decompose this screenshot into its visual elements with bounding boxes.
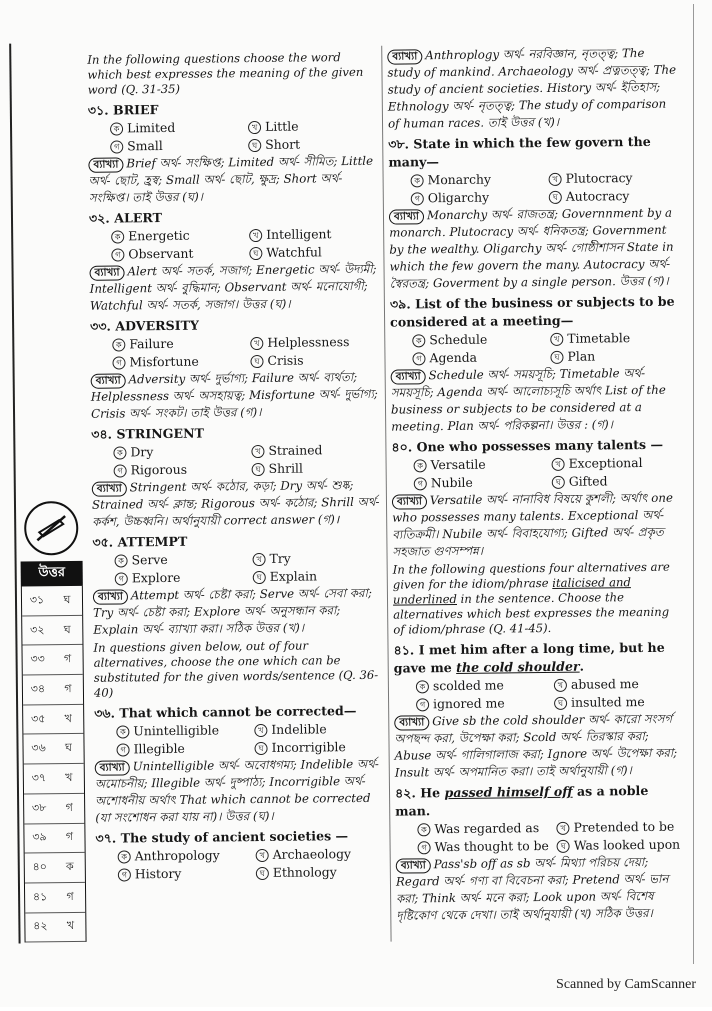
options	[414, 454, 682, 493]
section-intro: In questions given below, out of four alternatives, choose the one which can be substituted for the given words/sentence (Q. 36-40)	[93, 638, 379, 700]
option-a: ক Unintelligible	[116, 721, 246, 740]
option-a: ক Versatile	[414, 455, 544, 474]
answer-row: ৩৯ গ	[24, 823, 84, 853]
options	[118, 845, 386, 884]
question-number: ৩৯.	[389, 296, 411, 312]
question-number: ৩২.	[88, 210, 110, 226]
option-d: ঘ Ethnology	[256, 863, 386, 882]
option-b: খ Intelligent	[249, 225, 379, 244]
question-word: ALERT	[114, 210, 163, 226]
option-d: ঘ Explain	[253, 567, 383, 586]
pen-crossed-icon	[33, 510, 69, 546]
question-32	[89, 207, 380, 315]
option-a: ক Schedule	[412, 330, 542, 349]
explanation: ব্যাখ্যা Brief অর্থ- সংক্ষিপ্ত; Limited অর্থ- সীমিত; Little অর্থ- ছোট, হ্রস্ব; Small অর্থ- ছোট, ক্ষুদ্র; Short অর্থ- সংক্ষিপ্ত। তাই উত্তর (ঘ)।	[88, 153, 374, 205]
option-d: ঘ insulted me	[554, 693, 684, 712]
answer-key	[20, 501, 87, 943]
explanation-tag: ব্যাখ্যা	[93, 589, 128, 604]
explanation: ব্যাখ্যা Monarchy অর্থ- রাজতন্ত্র; Governnment by a monarch. Plutocracy অর্থ- ধনিকতন্ত্র; Government by the wealthy. Oligarchy অর্থ- গোষ্ঠীশাসন State in which the few govern the many. Autocracy অর্থ- স্বৈরতন্ত্র; Goverment by a single person. উত্তর (গ)।	[389, 205, 674, 291]
section-intro: In the following questions four alternatives are given for the idiom/phrase italicised and underlined in the sentence. Choose the alternatives which best expresses the meaning of idiom/phrase (Q. 41-45).	[392, 559, 670, 637]
option-c: গ History	[118, 864, 248, 883]
question-34	[91, 423, 382, 531]
explanation-tag: ব্যাখ্যা	[89, 265, 124, 280]
options	[113, 441, 381, 480]
option-d: ঘ Plan	[550, 347, 680, 366]
option-a: ক Anthropology	[118, 846, 248, 865]
explanation-tag: ব্যাখ্যা	[91, 373, 126, 388]
option-a: ক Energetic	[111, 226, 241, 245]
answer-row: ৩২ ঘ	[22, 616, 82, 646]
explanation-tag: ব্যাখ্যা	[394, 715, 429, 730]
question-word: That which cannot be corrected—	[119, 703, 357, 721]
explanation: ব্যাখ্যা Pass'sb off as sb অর্থ- মিথ্যা পরিচয় দেয়া; Regard অর্থ- গণ্য বা বিবেচনা করা; Pretend অর্থ- ভান করা; Think অর্থ- মনে করা; Look upon অর্থ- বিশেষ দৃষ্টিকোণ থেকে দেখা। তাই অর্থানুযায়ী (খ) সঠিক উত্তর।	[395, 854, 669, 923]
option-c: গ Oligarchy	[411, 188, 541, 207]
option-c: গ Nubile	[414, 473, 544, 492]
question-number: ৪২.	[394, 785, 416, 801]
explanation-tag: ব্যাখ্যা	[387, 49, 422, 64]
question-word: State in which the few govern the many—	[388, 133, 651, 170]
answer-row: ৩৭ খ	[24, 764, 84, 794]
options	[416, 675, 684, 714]
option-b: খ Indelible	[254, 720, 384, 739]
explanation: ব্যাখ্যা Alert অর্থ- সতর্ক, সজাগ; Energetic অর্থ- উদ্যমী; Intelligent অর্থ- বুদ্ধিমান; Observant অর্থ- মনোযোগী; Watchful অর্থ- সতর্ক, সজাগ। উত্তর (ঘ)।	[89, 261, 377, 313]
answer-row: ৩১ ঘ	[22, 586, 82, 616]
option-d: ঘ Gifted	[552, 472, 682, 491]
options	[111, 225, 379, 264]
option-d: ঘ Short	[248, 135, 378, 154]
question-word: ATTEMPT	[117, 533, 188, 550]
option-d: ঘ Crisis	[250, 351, 380, 370]
option-b: খ Little	[248, 117, 378, 136]
option-c: গ Misfortune	[112, 352, 242, 371]
explanation: ব্যাখ্যা Attempt অর্থ- চেষ্টা করা; Serve অর্থ- সেবা করা; Try অর্থ- চেষ্টা করা; Explore অর্থ- অনুসন্ধান করা; Explain অর্থ- ব্যাখ্যা করা। সঠিক উত্তর (খ)।	[93, 585, 372, 637]
explanation: ব্যাখ্যা Adversity অর্থ- দুর্ভাগ্য; Failure অর্থ- ব্যর্থতা; Helplessness অর্থ- অসহায়ত্ব; Misfortune অর্থ- দুর্ভাগ্য; Crisis অর্থ- সংকট। তাই উত্তর (গ)।	[90, 369, 378, 421]
explanation: ব্যাখ্যা Stringent অর্থ- কঠোর, কড়া; Dry অর্থ- শুষ্ক; Strained অর্থ- ক্লান্ত; Rigorous অর্থ- কঠোর; Shrill অর্থ- কর্কশ, উচ্চধ্বনি। অর্থানুযায়ী correct answer (গ)।	[91, 478, 380, 529]
options	[110, 117, 378, 156]
left-rail	[9, 44, 20, 944]
option-b: খ Try	[252, 549, 382, 568]
options	[412, 329, 680, 368]
question-40	[391, 436, 682, 561]
answer-row: ৪২ খ	[25, 912, 85, 942]
option-c: গ Observant	[111, 244, 241, 263]
explanation-tag: ব্যাখ্যা	[92, 481, 127, 496]
option-b: খ Helplessness	[250, 333, 380, 352]
option-b: খ Timetable	[550, 329, 680, 348]
question-38	[388, 133, 680, 293]
options	[116, 720, 384, 759]
question-word: One who possesses many talents —	[416, 436, 664, 455]
options	[114, 549, 382, 588]
explanation-tag: ব্যাখ্যা	[95, 760, 130, 775]
option-a: ক scolded me	[416, 676, 546, 695]
question-39	[390, 293, 681, 436]
explanation: ব্যাখ্যা Unintelligible অর্থ- অবোধগম্য; Indelible অর্থ- অমোচনীয়; Illegible অর্থ- দুষ্পাঠ্য; Incorrigible অর্থ- অশোধনীয় অর্থাৎ That which cannot be corrected (যা সংশোধন করা যায় না)। উত্তর (ঘ)।	[94, 756, 379, 825]
answer-row: ৩৩ গ	[22, 645, 82, 675]
option-d: ঘ Incorrigible	[254, 738, 384, 757]
option-a: ক Limited	[110, 118, 240, 137]
option-a: ক Failure	[112, 334, 242, 353]
option-a: ক Serve	[114, 550, 244, 569]
question-42: ৪২. He passed himself off as a noble man. ক Was regarded as খ Pretended to be গ Was thought to be ঘ Was looked upon ব্যাখ্যা Pass'sb off as sb অর্থ- মিথ্যা পরিচয় দেয়া; Regard অর্থ- গণ্য বা বিবেচনা করা; Pretend অর্থ- ভান করা; Think অর্থ- মনে করা; Look upon অর্থ- বিশেষ দৃষ্টিকোণ থেকে দেখা। তাই অর্থানুযায়ী (খ) সঠিক উত্তর।	[395, 782, 686, 925]
question-number: ৪০.	[391, 439, 413, 455]
option-c: গ Agenda	[412, 348, 542, 367]
answer-row: ৪১ গ	[25, 883, 85, 913]
question-41: ৪১. I met him after a long time, but he gave me the cold shoulder. ক scolded me খ abused me গ ignored me ঘ insulted me ব্যাখ্যা Give sb the cold shoulder অর্থ- কারো সংসর্গ অপছন্দ করা, উপেক্ষা করা; Scold অর্থ- তিরস্কার করা; Abuse অর্থ- গালিগালাজ করা; Ignore অর্থ- উপেক্ষা করা; Insult অর্থ- অপমানিত করা। তাই অর্থানুযায়ী (গ)।	[393, 639, 684, 782]
question-33	[90, 315, 381, 423]
section-intro: In the following questions choose the word which best expresses the meaning of the given word (Q. 31-35)	[87, 50, 364, 97]
option-a: ক Was regarded as	[417, 819, 548, 838]
answer-row: ৩৫ খ	[23, 705, 83, 735]
option-c: গ Was thought to be	[418, 837, 549, 856]
left-column	[87, 48, 386, 884]
question-number: ৩৫.	[92, 534, 114, 550]
answer-row: ৪০ ক	[25, 853, 85, 883]
options	[417, 818, 685, 857]
right-column	[387, 45, 686, 925]
explanation: ব্যাখ্যা Give sb the cold shoulder অর্থ- কারো সংসর্গ অপছন্দ করা, উপেক্ষা করা; Scold অর্থ- তিরস্কার করা; Abuse অর্থ- গালিগালাজ করা; Ignore অর্থ- উপেক্ষা করা; Insult অর্থ- অপমানিত করা। তাই অর্থানুযায়ী (গ)।	[394, 711, 678, 780]
option-c: গ ignored me	[416, 694, 546, 713]
question-word: ADVERSITY	[115, 317, 200, 334]
question-word: The study of ancient societies —	[120, 828, 349, 846]
options	[112, 333, 380, 372]
explanation-tag: ব্যাখ্যা	[392, 494, 427, 509]
explanation-tag: ব্যাখ্যা	[396, 858, 431, 873]
option-d: ঘ Was looked upon	[557, 836, 686, 855]
option-a: ক Dry	[113, 442, 243, 461]
question-number: ৩৬.	[94, 705, 116, 721]
question-word: List of the business or subjects to be considered at a meeting—	[390, 293, 675, 330]
answer-key-heading: উত্তর	[21, 561, 83, 587]
option-b: খ Strained	[251, 441, 381, 460]
explanation-37: ব্যাখ্যা Anthroplogy অর্থ- নরবিজ্ঞান, নৃতত্ত্ব; The study of mankind. Archaeology অর্থ- প্রত্নতত্ত্ব; The study of ancient societies. History অর্থ- ইতিহাস; Ethnology অর্থ- নৃতত্ত্ব; The study of comparison of human races. তাই উত্তর (খ)।	[387, 45, 677, 131]
question-number: ৩১.	[87, 102, 109, 118]
question-number: ৩৮.	[388, 136, 410, 152]
option-b: খ Pretended to be	[557, 818, 686, 837]
idiom-phrase: the cold shoulder	[456, 658, 580, 675]
option-c: গ Rigorous	[114, 460, 244, 479]
option-b: খ abused me	[554, 675, 684, 694]
option-d: ঘ Autocracy	[549, 187, 679, 206]
option-a: ক Monarchy	[411, 170, 541, 189]
option-d: ঘ Watchful	[249, 243, 379, 262]
no-writing-icon	[24, 501, 79, 556]
option-d: ঘ Shrill	[252, 459, 382, 478]
question-word: STRINGENT	[116, 425, 205, 442]
question-number: ৩৪.	[91, 426, 113, 442]
question-36	[94, 702, 385, 827]
option-b: খ Archaeology	[256, 845, 386, 864]
option-c: গ Explore	[115, 568, 245, 587]
question-31	[88, 99, 379, 207]
answer-row: ৩৮ গ	[24, 794, 84, 824]
scanner-watermark: Scanned by CamScanner	[556, 977, 696, 992]
question-number: ৩৭.	[95, 830, 117, 846]
question-number: ৪১.	[393, 642, 415, 658]
explanation-tag: ব্যাখ্যা	[391, 369, 426, 384]
options	[411, 169, 679, 208]
option-b: খ Plutocracy	[549, 169, 679, 188]
option-c: গ Small	[110, 136, 240, 155]
explanation: ব্যাখ্যা Versatile অর্থ- নানাবিধ বিষয়ে কুশলী; অর্থাৎ one who possesses many talents. Exceptional অর্থ- ব্যতিক্রমী। Nubile অর্থ- বিবাহযোগ্য; Gifted অর্থ- প্রকৃত সহজাত গুণসম্পন্ন।	[392, 490, 673, 559]
idiom-phrase: passed himself off	[444, 783, 573, 801]
question-35	[92, 531, 383, 639]
explanation-tag: ব্যাখ্যা	[389, 209, 424, 224]
question-37	[95, 827, 386, 884]
answer-row: ৩৬ ঘ	[23, 734, 83, 764]
answer-table	[21, 586, 87, 943]
answer-row: ৩৪ গ	[23, 675, 83, 705]
question-number: ৩৩.	[90, 318, 111, 334]
explanation-tag: ব্যাখ্যা	[88, 157, 123, 172]
explanation: ব্যাখ্যা Schedule অর্থ- সময়সূচি; Timetable অর্থ- সময়সূচি; Agenda অর্থ- আলোচ্যসূচি অর্থাৎ List of the business or subjects to be considered at a meeting. Plan অর্থ- পরিকল্পনা। উত্তর : (গ)।	[390, 365, 666, 434]
option-b: খ Exceptional	[552, 454, 682, 473]
option-c: গ Illegible	[116, 739, 246, 758]
question-word: BRIEF	[112, 102, 159, 118]
